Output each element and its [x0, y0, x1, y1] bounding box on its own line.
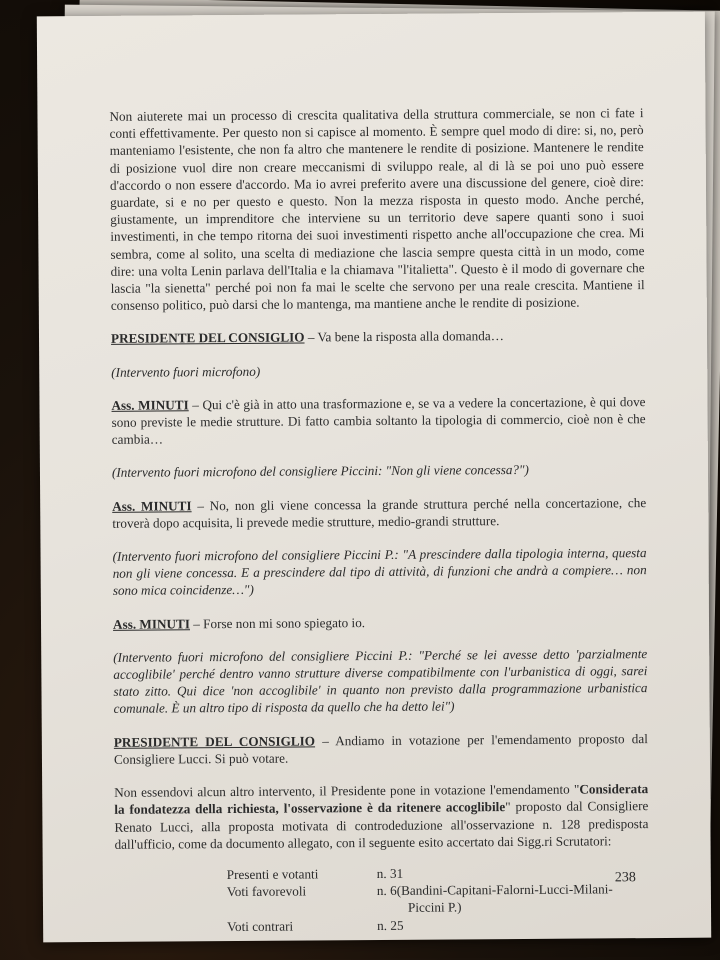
paragraph: [112, 494, 646, 532]
speaker-name: Ass. MINUTI: [112, 497, 192, 514]
speech-text: – Qui c'è già in atto una trasformazione e, se va a vedere la concertazione, è qui dove sono previste le medie strutture. Di fatto cambia soltanto la tipologia di commercio, cioè non è che cambia…: [111, 393, 646, 448]
amendment-title: Considerata la fondatezza della richiesta, l'osservazione è da ritenere accoglibile: [114, 781, 649, 818]
speech-text: – Andiamo in votazione per l'emendamento proposto dal Consigliere Lucci. Si può votare.: [113, 730, 648, 767]
paragraph: [114, 730, 648, 768]
speech-text: – Forse non mi sono spiegato io.: [189, 614, 366, 631]
vote-value-line: Piccini P.): [407, 899, 462, 916]
stage-note: (Intervento fuori microfono): [111, 363, 261, 380]
speech-text: – Va bene la risposta alla domanda…: [304, 328, 504, 345]
vote-label: Voti contrari: [227, 918, 294, 934]
stage-note: (Intervento fuori microfono del consigliere Piccini P.: "A prescindere dalla tipologia interna, questa non gli viene concessa. E a prescindere dal tipo di attività, di funzioni che andrà a compiere… non sono mica coincidenze…"): [112, 545, 647, 599]
document-page: [37, 12, 711, 943]
page-number: 238: [614, 870, 636, 886]
speech-text: Non essendovi alcun altro intervento, il Presidente pone in votazione l'emendamento ": [114, 781, 580, 800]
speaker-name: Ass. MINUTI: [112, 615, 191, 632]
stage-note: (Intervento fuori microfono del consigliere Piccini: "Non gli viene concessa?"): [111, 462, 529, 481]
speech-text: – No, non gli viene concessa la grande struttura perché nella concertazione, che troverà dopo acquisita, li prevede medie strutture, medio-grandi strutture.: [112, 494, 647, 531]
paragraph: [113, 612, 647, 633]
document-body: [109, 104, 649, 935]
stage-note: (Intervento fuori microfono del consigliere Piccini P.: "Perché se lei avesse detto 'parzialmente accoglibile' perché dentro vanno strutture diverse compatibilmente con l'urbanistica di oggi, sarei stato zitto. Qui dice 'non accoglibile' in quanto non previsto dalla programmazione urbanistica comunale. È un altro tipo di risposta da quello che ha detto lei"): [113, 645, 648, 717]
speaker-name: PRESIDENTE DEL CONSIGLIO: [110, 329, 305, 347]
vote-value: n. 31: [376, 865, 404, 881]
speaker-name: Ass. MINUTI: [111, 397, 189, 413]
paragraph: [111, 393, 645, 448]
speaker-name: PRESIDENTE DEL CONSIGLIO: [113, 733, 316, 750]
vote-value-line: n. 6(Bandini-Capitani-Falorni-Lucci-Milani-: [376, 881, 613, 899]
paragraph: Non aiuterete mai un processo di crescita qualitativa della struttura commerciale, se non ci fate i conti effettivamente. Per questo non si capisce al momento. È sempre quel modo di dire: si, no, però manteniamo l'esistente, che non fa altro che mantenere le rendite di posizione. Mantenere le rendite di posizione vuol dire non creare meccanismi di sviluppo reale, al di là se poi uno può essere d'accordo o non essere d'accordo. Ma io avrei preferito avere una discussione del genere, cioè dire: guardate, si e no per questo e questo. Non la mezza risposta in questo modo. Anche perché, giustamente, un imprenditore che interviene su un territorio deve sapere quanti sono i suoi investimenti, in che tempo ritorna dei suoi investimenti rispetto anche all'occupazione che crea. Mi sembra, come al solito, una scelta di mediazione che lascia sempre questa città in un modo, come dire: una volta Lenin parlava dell'Italia e la chiamava "l'italietta". Questo è il modo di governare che lascia "la sienetta" perché poi non fa mai le scelte che servono per una reale crescita. Mantiene il consenso politico, può darsi che lo mantenga, ma mantiene anche le rendite di posizione.: [109, 105, 645, 314]
speech-text: " proposto dal Consigliere Renato Lucci, alla proposta motivata di controdeduzione all'osservazione n. 128 predisposta dall'ufficio, come da documento allegato, con il seguente esito accertato dai Sigg.ri Scrutatori:: [114, 798, 649, 852]
paragraph: [114, 780, 648, 853]
vote-value: n. 25: [377, 917, 404, 933]
vote-row: [227, 915, 649, 935]
vote-results: [227, 863, 649, 935]
paragraph: [111, 327, 645, 348]
vote-row: [227, 880, 649, 917]
vote-label: Presenti e votanti: [226, 866, 319, 882]
vote-value: [377, 880, 649, 916]
vote-label: Voti favorevoli: [226, 883, 307, 900]
